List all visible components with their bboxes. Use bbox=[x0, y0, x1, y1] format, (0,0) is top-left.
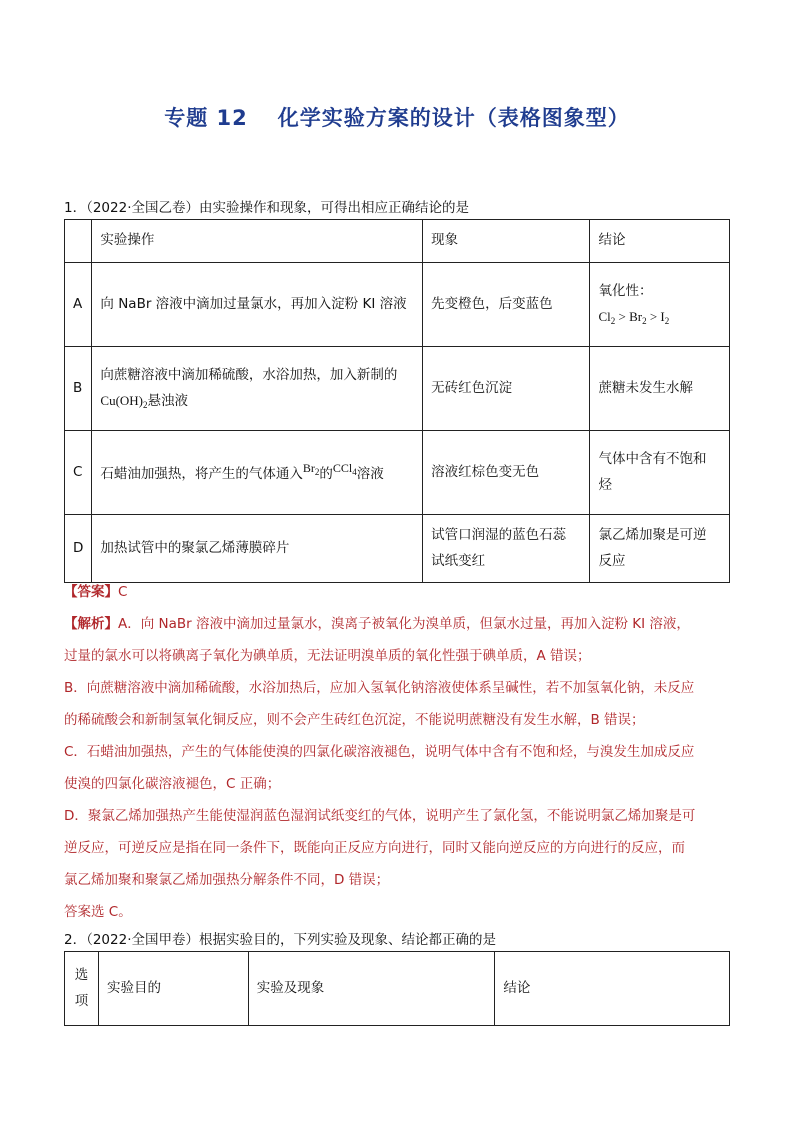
operation-cell: 向 NaBr 溶液中滴加过量氯水，再加入淀粉 KI 溶液 bbox=[92, 263, 423, 347]
table-row bbox=[65, 347, 730, 431]
conclusion-cell: 蔗糖未发生水解 bbox=[590, 347, 730, 431]
row-label: D bbox=[65, 515, 92, 583]
question-1-table bbox=[64, 219, 730, 583]
table-header-cell: 结论 bbox=[590, 220, 730, 263]
analysis-line: 氯乙烯加聚和聚氯乙烯加强热分解条件不同，D 错误； bbox=[64, 872, 390, 888]
analysis-line: 过量的氯水可以将碘离子氧化为碘单质，无法证明溴单质的氧化性强于碘单质，A 错误； bbox=[64, 648, 591, 664]
row-label: A bbox=[65, 263, 92, 347]
answer-line: 【答案】C bbox=[64, 584, 128, 600]
analysis-line: C．石蜡油加强热，产生的气体能使溴的四氯化碳溶液褪色，说明气体中含有不饱和烃，与溴发生加成反应 bbox=[64, 744, 695, 760]
table-row bbox=[65, 263, 730, 347]
table-row bbox=[65, 431, 730, 515]
row-label: B bbox=[65, 347, 92, 431]
cu-oh2-formula: $Cu(OH)_2$ bbox=[100, 392, 148, 410]
analysis-line: D．聚氯乙烯加强热产生能使湿润蓝色湿润试纸变红的气体，说明产生了氯化氢，不能说明氯乙烯加聚是可 bbox=[64, 808, 696, 824]
table-header-cell: 选 项 bbox=[65, 952, 99, 1026]
conclusion-cell bbox=[590, 263, 730, 347]
table-header-cell: 现象 bbox=[423, 220, 590, 263]
row-label: C bbox=[65, 431, 92, 515]
analysis-line: B．向蔗糖溶液中滴加稀硫酸，水浴加热后，应加入氢氧化钠溶液使体系呈碱性，若不加氢氧化钠，未反应 bbox=[64, 680, 695, 696]
conclusion-cell: 氯乙烯加聚是可逆 反应 bbox=[590, 515, 730, 583]
operation-cell bbox=[92, 347, 423, 431]
operation-cell: 加热试管中的聚氯乙烯薄膜碎片 bbox=[92, 515, 423, 583]
table-header-cell: 结论 bbox=[495, 952, 730, 1026]
answer-explanation bbox=[64, 576, 732, 928]
operation-line: 向蔗糖溶液中滴加稀硫酸，水浴加热，加入新制的 bbox=[100, 366, 398, 383]
question-2-table bbox=[64, 951, 730, 1026]
title-prefix: 专题 12 bbox=[164, 106, 248, 130]
table-header-row bbox=[65, 952, 730, 1026]
operation-line: $Cu(OH)_2$悬浊液 bbox=[100, 392, 189, 410]
question-1-header: 1．（2022·全国乙卷）由实验操作和现象，可得出相应正确结论的是 bbox=[64, 200, 469, 216]
question-2-header: 2．（2022·全国甲卷）根据实验目的，下列实验及现象、结论都正确的是 bbox=[64, 932, 496, 948]
oxidation-order-formula: $Cl_2 > Br_2 > I_2$ bbox=[598, 308, 670, 326]
ccl4-formula: CCl$_4$ bbox=[332, 461, 357, 478]
table-header-cell: 实验及现象 bbox=[248, 952, 495, 1026]
table-header-cell: 实验操作 bbox=[92, 220, 423, 263]
br2-formula: $Br_2$ bbox=[302, 461, 320, 478]
conclusion-cell: 气体中含有不饱和 烃 bbox=[590, 431, 730, 515]
phenomenon-cell: 试管口润湿的蓝色石蕊 试纸变红 bbox=[423, 515, 590, 583]
phenomenon-cell: 先变橙色，后变蓝色 bbox=[423, 263, 590, 347]
analysis-line: 使溴的四氯化碳溶液褪色，C 正确； bbox=[64, 776, 281, 792]
analysis-line: 【解析】A．向 NaBr 溶液中滴加过量氯水，溴离子被氧化为溴单质，但氯水过量，再加入淀粉 KI 溶液， bbox=[64, 616, 690, 632]
title-main: 化学实验方案的设计（表格图象型） bbox=[277, 106, 630, 130]
conclusion-line: 氧化性： bbox=[598, 283, 653, 300]
table-row bbox=[65, 515, 730, 583]
analysis-line: 的稀硫酸会和新制氢氧化铜反应，则不会产生砖红色沉淀，不能说明蔗糖没有发生水解，B 错误； bbox=[64, 712, 645, 728]
final-answer: 答案选 C。 bbox=[64, 904, 132, 920]
table-header-cell bbox=[65, 220, 92, 263]
page-title bbox=[0, 102, 794, 132]
table-header-row bbox=[65, 220, 730, 263]
phenomenon-cell: 溶液红棕色变无色 bbox=[423, 431, 590, 515]
table-header-cell: 实验目的 bbox=[98, 952, 248, 1026]
phenomenon-cell: 无砖红色沉淀 bbox=[423, 347, 590, 431]
operation-cell: 石蜡油加强热，将产生的气体通入$Br_2$的CCl$_4$溶液 bbox=[92, 431, 423, 515]
analysis-line: 逆反应，可逆反应是指在同一条件下，既能向正反应方向进行，同时又能向逆反应的方向进行的反应，而 bbox=[64, 840, 685, 856]
